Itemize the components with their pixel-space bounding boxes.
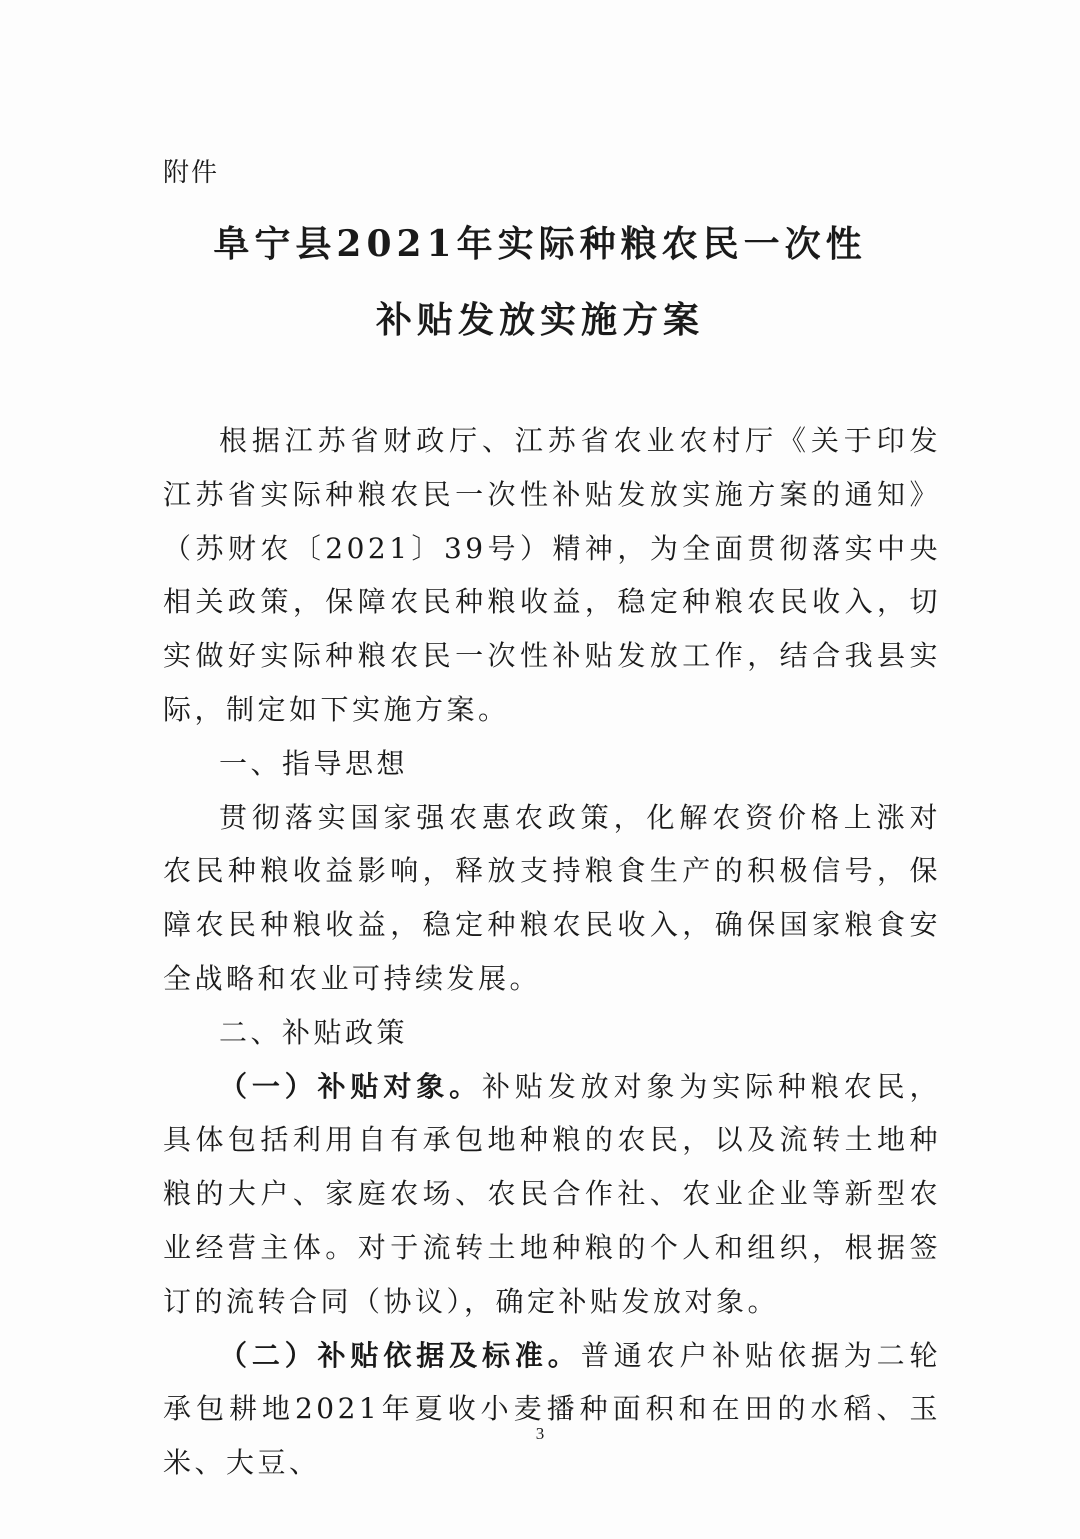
attachment-label: 附件 [163,158,220,188]
item-lead-subsidy-target: （一）补贴对象。 [219,1069,483,1103]
section-paragraph-guiding-ideology: 贯彻落实国家强农惠农政策，化解农资价格上涨对农民种粮收益影响，释放支持粮食生产的积极信号，保障农民种粮收益，稳定种粮农民收入，确保国家粮食安全战略和农业可持续发展。 [163,800,941,995]
item-text-subsidy-target: 补贴发放对象为实际种粮农民，具体包括利用自有承包地种粮的农民，以及流转土地种粮的大户、家庭农场、农民合作社、农业企业等新型农业经营主体。对于流转土地种粮的个人和组织，根据签订的流转合同（协议），确定补贴发放对象。 [163,1069,941,1318]
item-paragraph-subsidy-target [163,1060,941,1329]
document-title-line-1: 阜宁县2021年实际种粮农民一次性 [213,223,867,265]
document-title-line-2: 补贴发放实施方案 [375,299,704,341]
item-lead-subsidy-basis: （二）补贴依据及标准。 [219,1338,581,1372]
section-heading-guiding-ideology: 一、指导思想 [219,746,409,780]
item-text-subsidy-basis: 普通农户补贴依据为二轮承包耕地2021年夏收小麦播种面积和在田的水稻、玉米、大豆、 [163,1338,941,1480]
section-heading-subsidy-policy: 二、补贴政策 [219,1015,409,1049]
document-body [163,414,941,1490]
page-number: 3 [535,1424,545,1443]
intro-paragraph: 根据江苏省财政厅、江苏省农业农村厅《关于印发江苏省实际种粮农民一次性补贴发放实施方案的通知》（苏财农〔2021〕39号）精神，为全面贯彻落实中央相关政策，保障农民种粮收益，稳定种粮农民收入，切实做好实际种粮农民一次性补贴发放工作，结合我县实际，制定如下实施方案。 [163,424,941,726]
item-paragraph-subsidy-basis [163,1329,941,1490]
